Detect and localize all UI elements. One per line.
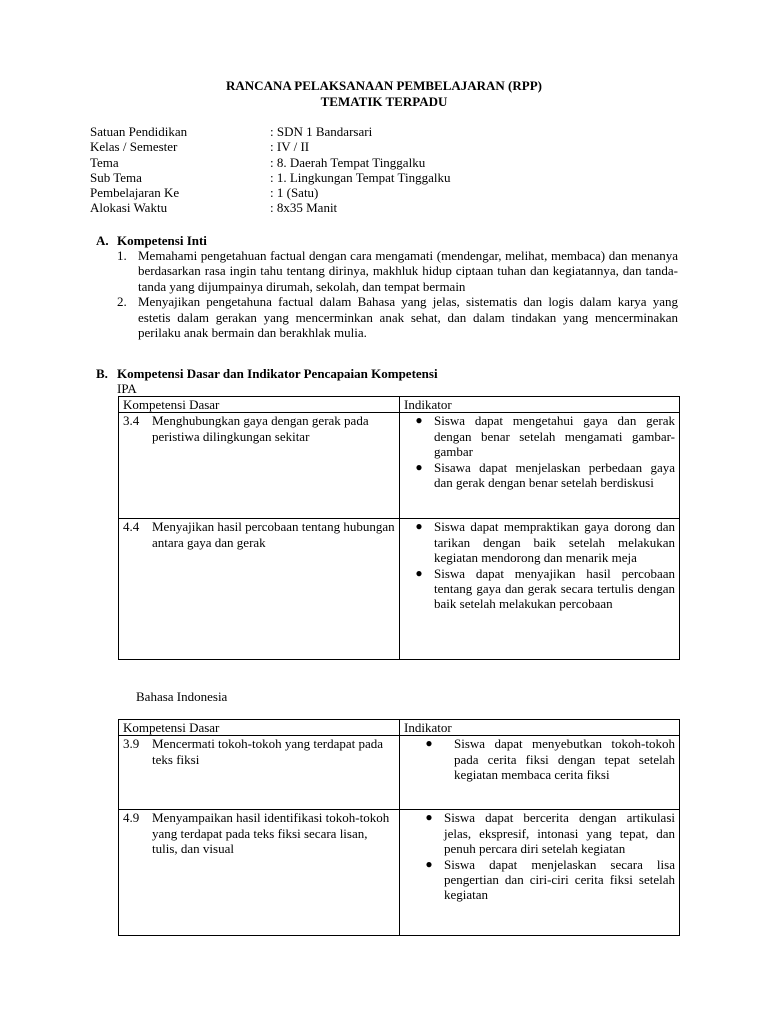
indicator-cell [400,519,680,660]
kd-number: 3.9 [123,736,140,752]
identity-block [90,124,451,216]
indicator-text: Siswa dapat menyebutkan tokoh-tokoh pada cerita fiksi dengan tepat setelah kegiatan membaca cerita fiksi [454,736,675,783]
info-label: Satuan Pendidikan [90,124,188,139]
bullet-icon: ● [415,565,423,580]
section-letter: B. [96,366,108,381]
list-item [117,248,678,294]
kd-cell [119,810,400,936]
bullet-icon: ● [425,736,433,751]
table-header-row [119,397,680,413]
subject-label-bahasa-indonesia: Bahasa Indonesia [136,689,228,704]
bullet-icon: ● [415,459,423,474]
kd-text: Menghubungkan gaya dengan gerak pada peristiwa dilingkungan sekitar [152,413,369,444]
kd-cell [119,519,400,660]
list-item [404,460,675,491]
info-value: : 8. Daerah Tempat Tinggalku [270,154,426,170]
info-label: Tema [90,154,119,170]
info-row [90,155,451,170]
kd-text: Mencermati tokoh-tokoh yang terdapat pada teks fiksi [152,736,384,767]
indicator-text: Siswa dapat menjelaskan secara lisa pengertian dan ciri-ciri cerita fiksi setelah kegiatan [444,856,675,903]
info-row [90,185,451,200]
indicator-text: Siswa dapat mempraktikan gaya dorong dan tarikan dengan baik setelah melakukan kegiatan mendorong dan menarik meja [434,519,675,566]
list-item [414,857,675,903]
bullet-icon: ● [425,856,433,871]
info-row [90,139,451,154]
table-row [119,413,680,519]
info-value: : 1. Lingkungan Tempat Tinggalku [270,169,451,185]
list-item [404,519,675,565]
section-b-heading [96,366,438,381]
info-label: Alokasi Waktu [90,200,168,216]
section-title: Kompetensi Dasar dan Indikator Pencapaian Kompetensi [117,366,438,381]
indicator-text: Sisawa dapat menjelaskan perbedaan gaya dan gerak dengan benar setelah berdiskusi [434,459,675,491]
list-item [404,736,675,782]
list-item [404,566,675,612]
info-label: Sub Tema [90,169,142,185]
column-header: Indikator [400,720,680,736]
kd-number: 3.4 [123,413,140,429]
kd-number: 4.4 [123,519,140,535]
list-item [404,413,675,459]
info-label: Kelas / Semester [90,139,178,155]
section-title: Kompetensi Inti [117,233,207,248]
indicator-cell [400,413,680,519]
indicator-text: Siswa dapat menyajikan hasil percobaan tentang gaya dan gerak secara tertulis dengan baik setelah melakukan percobaan [434,565,675,612]
bahasa-indonesia-table [118,719,680,936]
indicator-cell [400,810,680,936]
kd-number: 4.9 [123,810,140,826]
list-item [117,294,678,340]
info-value: : 8x35 Manit [270,200,338,216]
document-title: RANCANA PELAKSANAAN PEMBELAJARAN (RPP) [226,78,542,93]
indicator-text: Siswa dapat bercerita dengan artikulasi jelas, ekspresif, intonasi yang tepat, dan penuh percara diri setelah kegiatan [444,810,675,857]
indicator-cell [400,736,680,810]
list-number: 2. [117,294,127,310]
info-value: : 1 (Satu) [270,185,319,201]
column-header: Kompetensi Dasar [119,397,400,413]
table-row [119,519,680,660]
bullet-icon: ● [425,810,433,825]
kd-text: Menyajikan hasil percobaan tentang hubungan antara gaya dan gerak [152,519,395,550]
ipa-table [118,396,680,660]
kd-text: Menyampaikan hasil identifikasi tokoh-tokoh yang terdapat pada teks fiksi secara lisan, tulis, dan visual [152,810,390,857]
list-item [414,810,675,856]
info-value: : SDN 1 Bandarsari [270,124,373,139]
document-subtitle: TEMATIK TERPADU [320,94,448,109]
info-row [90,124,451,139]
info-value: : IV / II [270,139,310,155]
kompetensi-inti-list [117,248,678,340]
column-header: Indikator [400,397,680,413]
subject-label-ipa: IPA [117,381,137,396]
column-header: Kompetensi Dasar [119,720,400,736]
table-header-row [119,720,680,736]
section-letter: A. [96,233,109,248]
kd-cell [119,736,400,810]
section-a-heading [96,233,207,248]
bullet-icon: ● [415,519,423,534]
bullet-icon: ● [415,413,423,428]
list-number: 1. [117,248,127,263]
info-label: Pembelajaran Ke [90,185,180,201]
indicator-text: Siswa dapat mengetahui gaya dan gerak dengan benar setelah mengamati gambar-gambar [434,413,675,460]
list-text: Menyajikan pengetahuna factual dalam Bahasa yang jelas, sistematis dan logis dalam karya yang estetis dalam gerakan yang mencerminkan anak sehat, dan dalam tindakan yang mencerminakan perilaku anak bermain dan berakhlak mulia. [138,294,678,341]
list-text: Memahami pengetahuan factual dengan cara mengamati (mendengar, melihat, membaca) dan menanya berdasarkan rasa ingin tahu tentang dirinya, makhluk hidup ciptaan tuhan dan kegiatannya, dan tanda-tanda yang dijumpainya dirumah, sekolah, dan tempat bermain [138,248,678,294]
table-row [119,810,680,936]
kd-cell [119,413,400,519]
table-row [119,736,680,810]
info-row [90,200,451,215]
info-row [90,170,451,185]
